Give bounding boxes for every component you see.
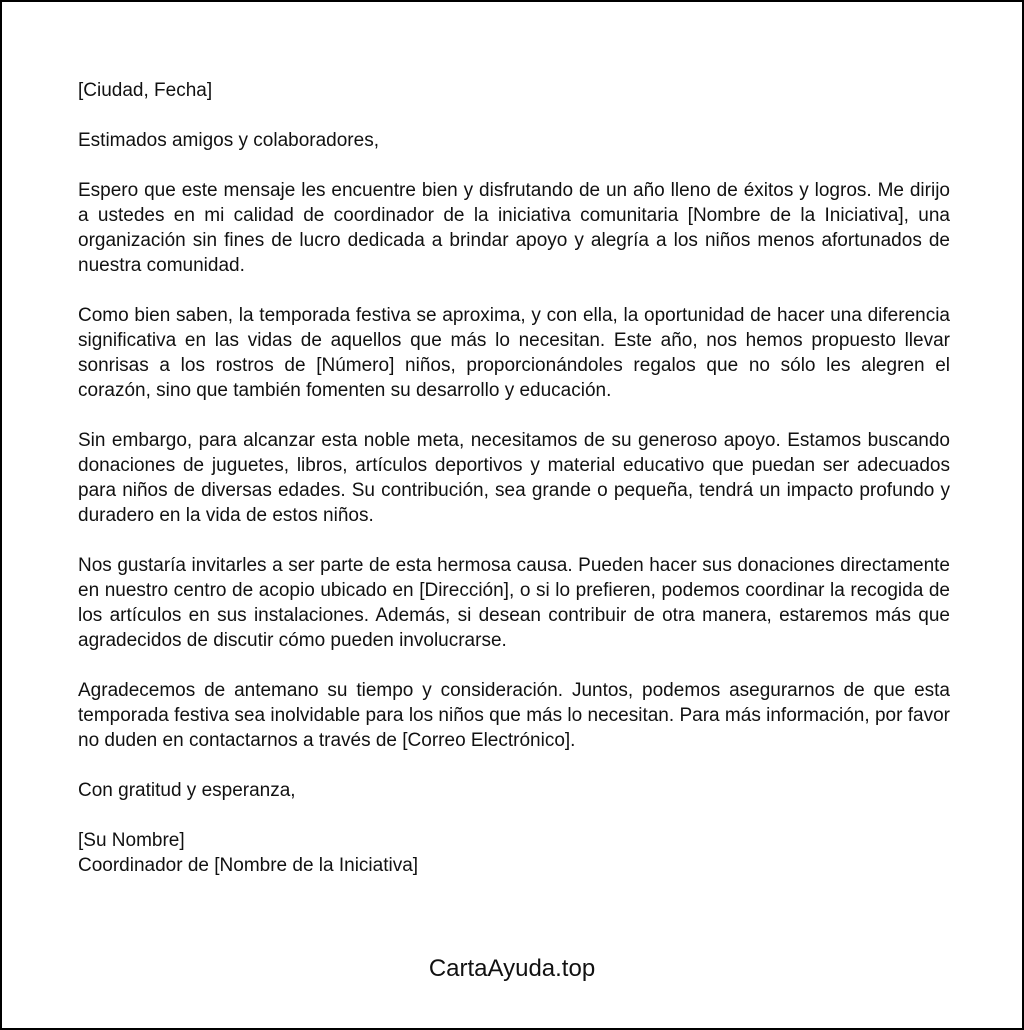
place-date: [Ciudad, Fecha]: [78, 80, 213, 101]
closing: Con gratitud y esperanza,: [78, 780, 296, 801]
paragraph-1: Espero que este mensaje les encuentre bien y disfrutando de un año lleno de éxitos y logros. Me dirijo a ustedes en mi calidad de coordinador de la iniciativa comunitaria [Nombre de la Iniciativa], una organización sin fines de lucro dedicada a brindar apoyo y alegría a los niños menos afortunados de nuestra comunidad.: [78, 180, 950, 276]
letter-body: [78, 78, 950, 878]
footer-site: CartaAyuda.top: [428, 955, 596, 982]
paragraph-5: Agradecemos de antemano su tiempo y consideración. Juntos, podemos asegurarnos de que esta temporada festiva sea inolvidable para los niños que más lo necesitan. Para más información, por favor no duden en contactarnos a través de [Correo Electrónico].: [78, 680, 950, 751]
signature-name: [Su Nombre]: [78, 830, 185, 851]
paragraph-3: Sin embargo, para alcanzar esta noble meta, necesitamos de su generoso apoyo. Estamos buscando donaciones de juguetes, libros, artículos deportivos y material educativo que puedan ser adecuados para niños de diversas edades. Su contribución, sea grande o pequeña, tendrá un impacto profundo y duradero en la vida de estos niños.: [78, 430, 950, 526]
paragraph-2: Como bien saben, la temporada festiva se aproxima, y con ella, la oportunidad de hacer una diferencia significativa en las vidas de aquellos que más lo necesitan. Este año, nos hemos propuesto llevar sonrisas a los rostros de [Número] niños, proporcionándoles regalos que no sólo les alegren el corazón, sino que también fomenten su desarrollo y educación.: [78, 305, 950, 401]
signature-block: [78, 828, 950, 878]
signature-title: Coordinador de [Nombre de la Iniciativa]: [78, 855, 419, 876]
paragraph-4: Nos gustaría invitarles a ser parte de esta hermosa causa. Pueden hacer sus donaciones directamente en nuestro centro de acopio ubicado en [Dirección], o si lo prefieren, podemos coordinar la recogida de los artículos en sus instalaciones. Además, si desean contribuir de otra manera, estaremos más que agradecidos de discutir cómo pueden involucrarse.: [78, 555, 950, 651]
salutation: Estimados amigos y colaboradores,: [78, 130, 379, 151]
